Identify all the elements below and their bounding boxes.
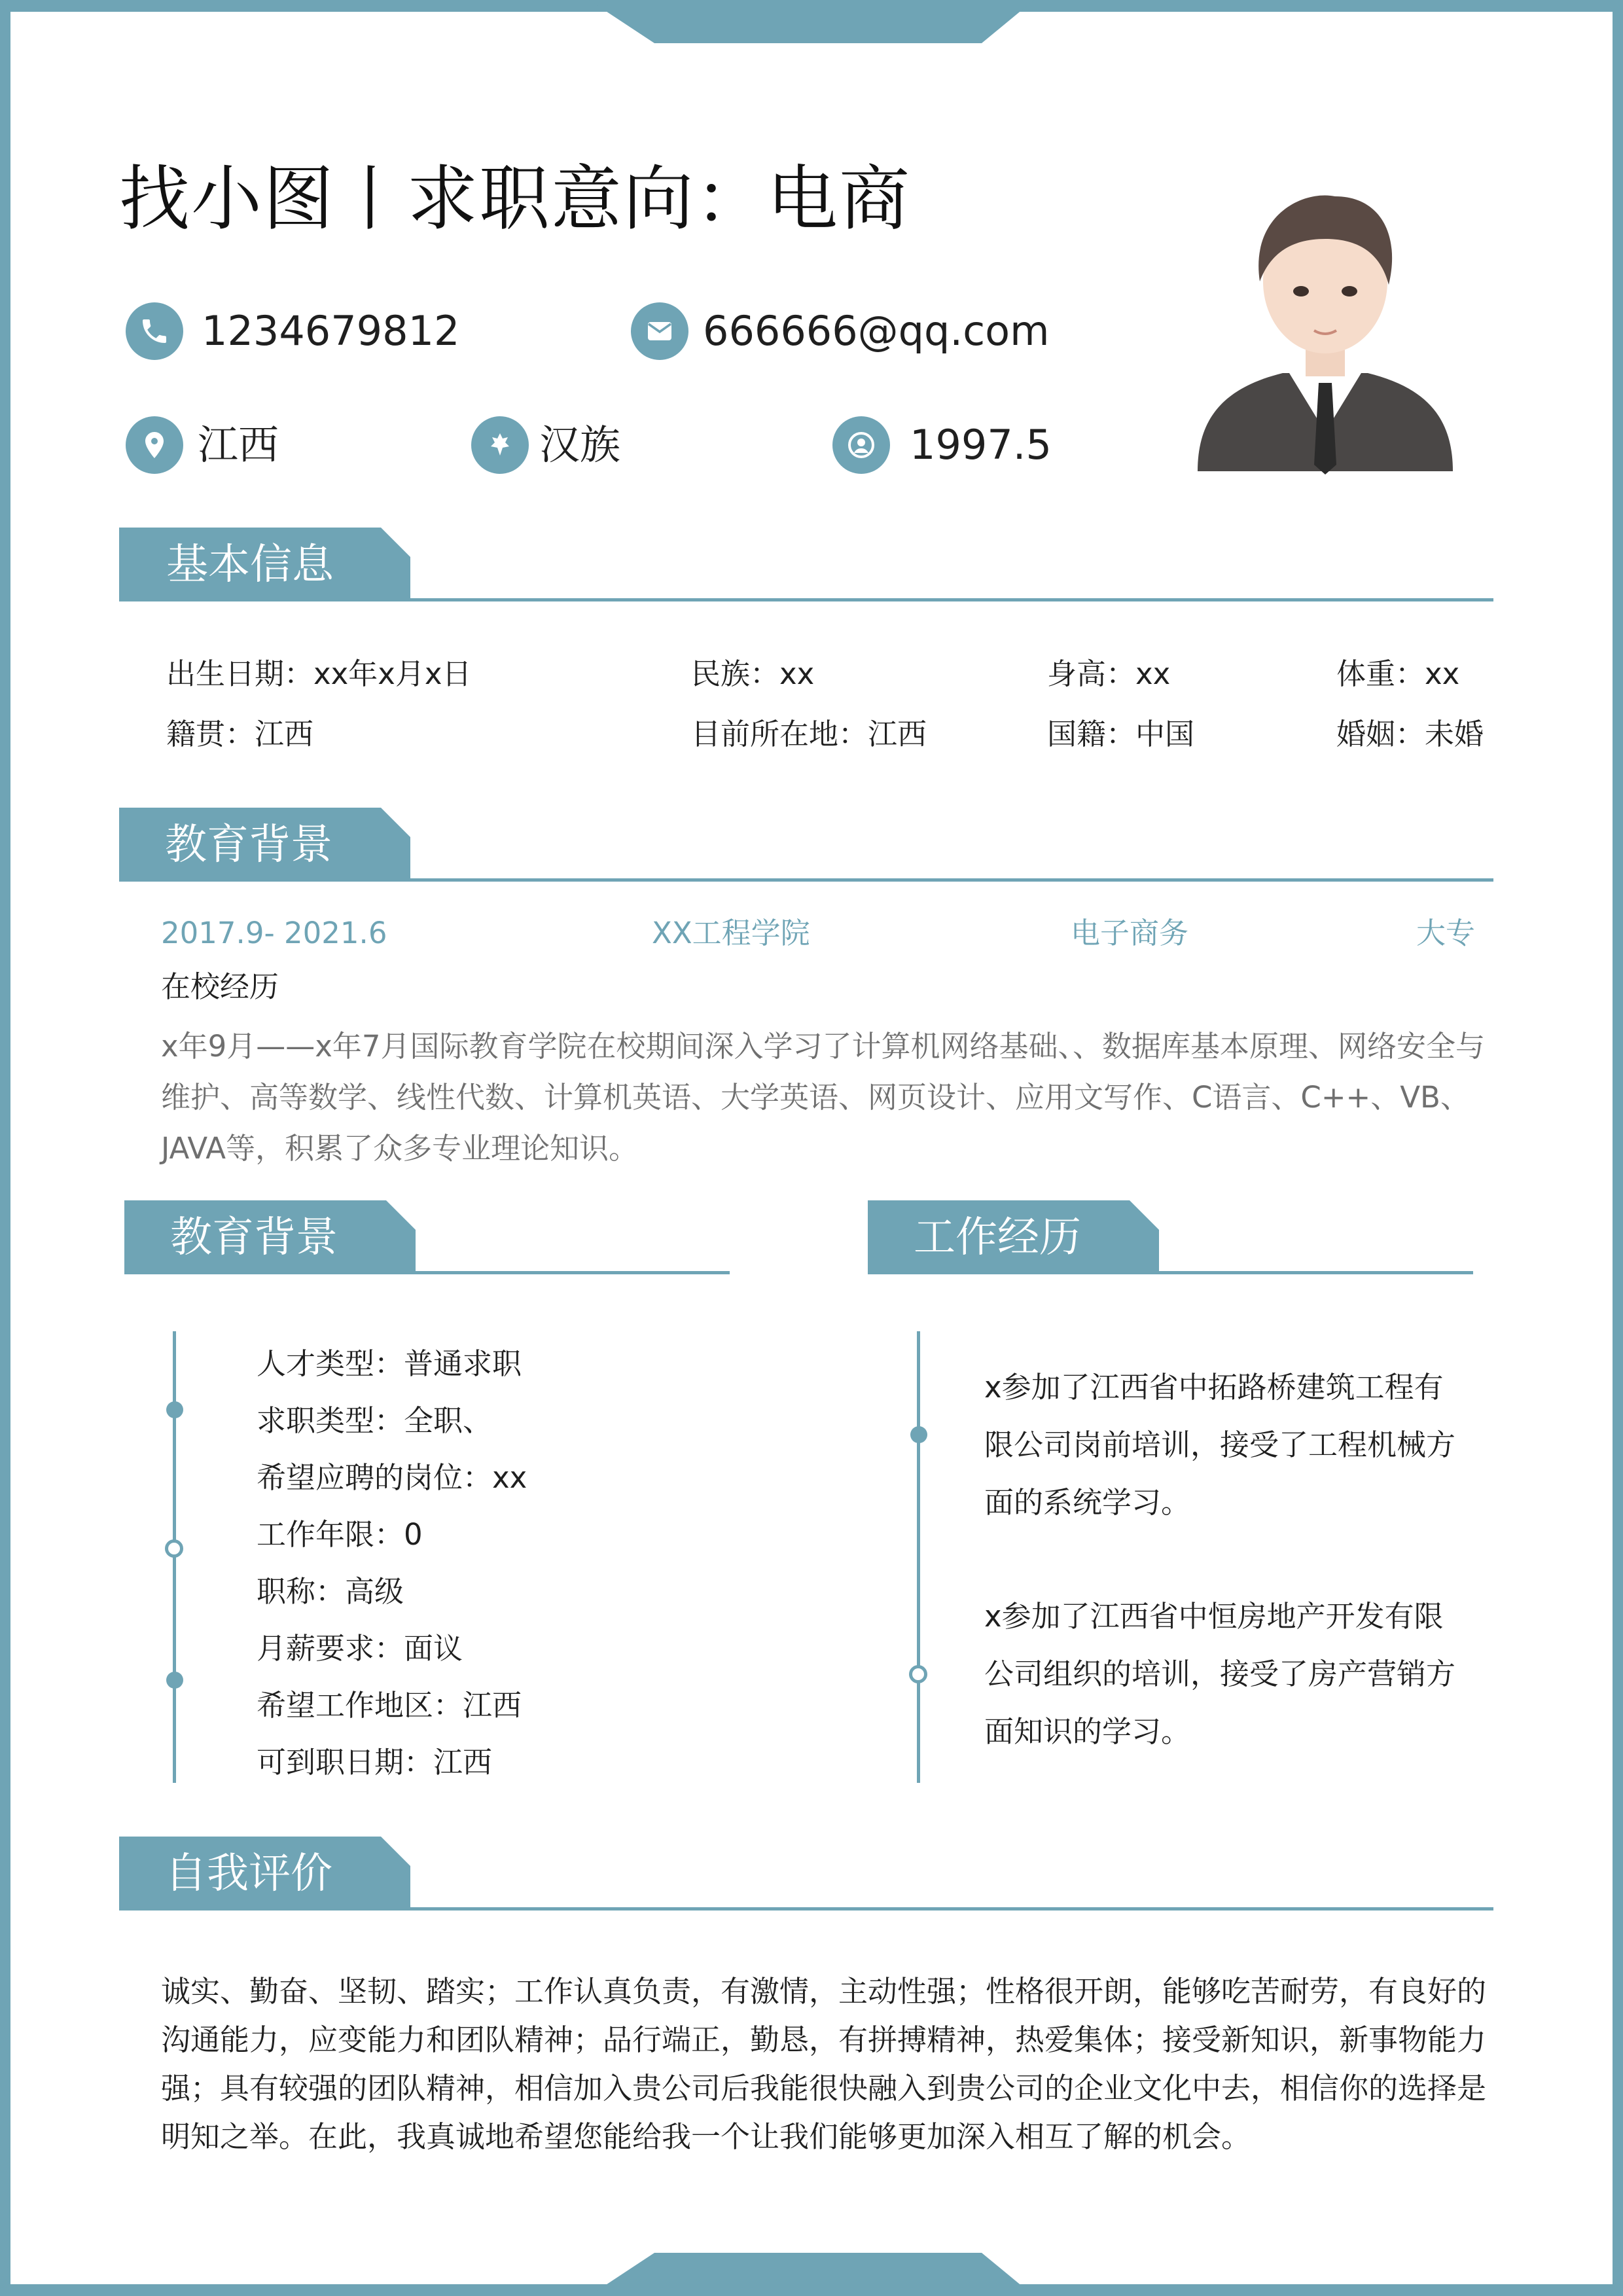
intent-title: 教育背景: [170, 1213, 338, 1262]
bottom-tab-decoration: [0, 2250, 1623, 2296]
school-experience-label: 在校经历: [161, 969, 279, 1004]
phone-icon: [126, 302, 183, 360]
self-eval-title: 自我评价: [165, 1850, 332, 1898]
intent-position: 希望应聘的岗位：xx: [257, 1460, 527, 1495]
work-entry-2: x参加了江西省中恒房地产开发有限公司组织的培训，接受了房产营销方面知识的学习。: [984, 1599, 1456, 1749]
work-timeline-ring: [909, 1665, 927, 1683]
education-header: [119, 808, 1493, 883]
intent-start-date: 可到职日期：江西: [257, 1745, 493, 1780]
intent-work-area: 希望工作地区：江西: [257, 1688, 522, 1723]
frame-left-border: [0, 0, 10, 2296]
email-address: 666666@qq.com: [703, 307, 1050, 355]
ethnicity-icon: [471, 416, 529, 474]
info-current-location: 目前所在地：江西: [691, 717, 927, 751]
info-height: 身高：xx: [1047, 656, 1171, 691]
person-icon: [832, 416, 890, 474]
birth-text: 1997.5: [910, 421, 1052, 469]
self-eval-header: [119, 1837, 1493, 1912]
top-tab-decoration: [0, 0, 1623, 46]
phone-number: 1234679812: [202, 307, 460, 355]
intent-salary: 月薪要求：面议: [257, 1631, 463, 1666]
location-text: 江西: [198, 421, 279, 469]
info-nationality: 国籍：中国: [1047, 717, 1195, 751]
intent-years: 工作年限：0: [257, 1517, 423, 1552]
intent-timeline-dot: [166, 1672, 183, 1689]
location-icon: [126, 416, 183, 474]
work-entry-1: x参加了江西省中拓路桥建筑工程有限公司岗前培训，接受了工程机械方面的系统学习。: [984, 1370, 1456, 1520]
education-major: 电子商务: [1071, 916, 1189, 950]
info-hometown: 籍贯：江西: [166, 717, 314, 751]
work-timeline-line: [917, 1331, 920, 1783]
intent-timeline-dot: [166, 1401, 183, 1418]
education-title: 教育背景: [165, 821, 332, 869]
page-title: 找小图丨求职意向：电商: [119, 158, 912, 240]
intent-timeline-ring: [165, 1539, 183, 1558]
intent-job-type: 求职类型：全职、: [257, 1403, 493, 1438]
intent-talent-type: 人才类型：普通求职: [257, 1346, 522, 1381]
basic-info-header: [119, 528, 1493, 603]
education-degree: 大专: [1416, 916, 1476, 950]
education-period: 2017.9- 2021.6: [161, 916, 387, 950]
self-eval-text: 诚实、勤奋、坚韧、踏实；工作认真负责，有激情，主动性强；性格很开朗，能够吃苦耐劳，有良好的沟通能力，应变能力和团队精神；品行端正，勤恳，有拼搏精神，热爱集体；接受新知识，新事物能力强；具有较强的团队精神，相信加入贵公司后我能很快融入到贵公司的企业文化中去，相信你的选择是明知之举。在此，我真诚地希望您能给我一个让我们能够更加深入相互了解的机会。: [161, 1974, 1487, 2154]
intent-title-level: 职称：高级: [257, 1574, 404, 1609]
ethnicity-text: 汉族: [539, 421, 621, 469]
intent-header: [124, 1200, 730, 1276]
work-timeline-dot: [910, 1426, 927, 1443]
work-title: 工作经历: [914, 1213, 1081, 1262]
basic-info-title: 基本信息: [166, 541, 334, 589]
school-experience-text: x年9月——x年7月国际教育学院在校期间深入学习了计算机网络基础、、数据库基本原理、网络安全与维护、高等数学、线性代数、计算机英语、大学英语、网页设计、应用文写作、C语言、C++、VB、JAVA等，积累了众多专业理论知识。: [161, 1029, 1486, 1166]
info-ethnicity: 民族：xx: [691, 656, 815, 691]
work-header: [868, 1200, 1473, 1276]
frame-right-border: [1613, 0, 1623, 2296]
email-icon: [631, 302, 688, 360]
education-school: XX工程学院: [652, 916, 810, 950]
info-weight: 体重：xx: [1336, 656, 1460, 691]
info-birthdate: 出生日期：xx年x月x日: [166, 656, 472, 691]
avatar: [1185, 177, 1466, 478]
info-marital: 婚姻：未婚: [1336, 717, 1484, 751]
